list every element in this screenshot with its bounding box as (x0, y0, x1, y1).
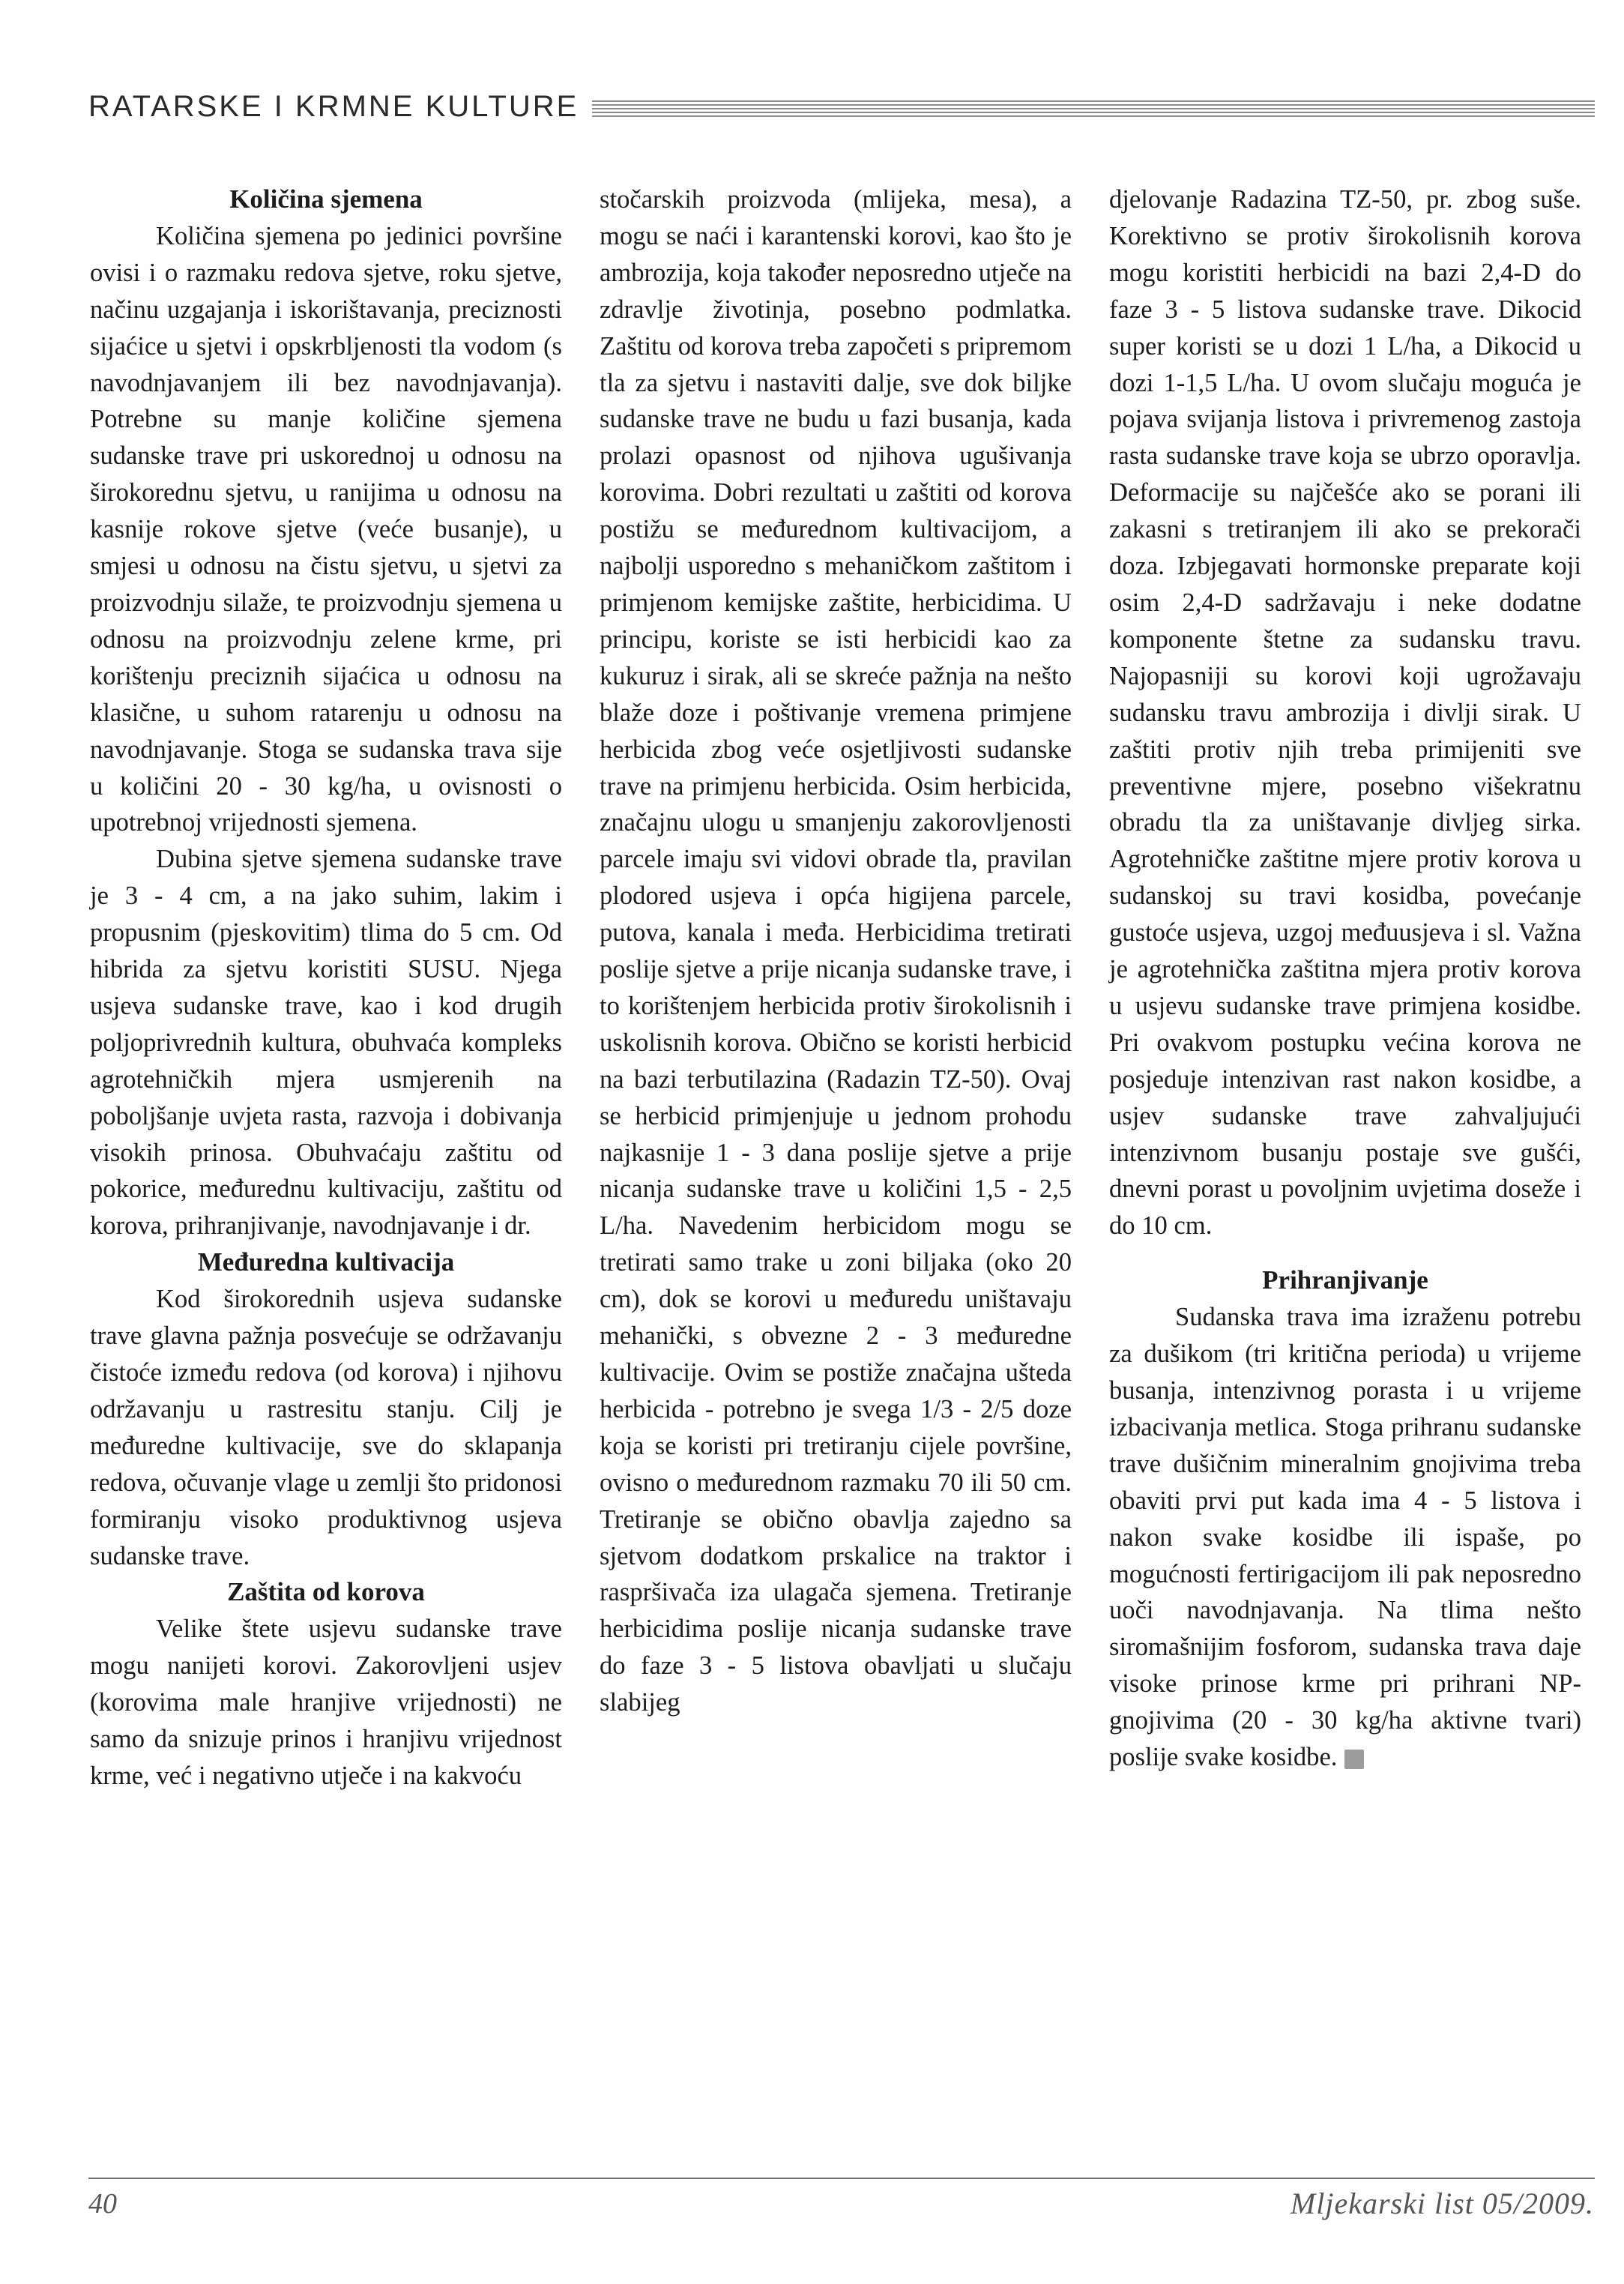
paragraph-col2: stočarskih proizvoda (mlijeka, mesa), a mogu se naći i karantenski korovi, kao što je ambrozija, koja također neposredno utječe na zdravlje životinja, posebno podmlatka. Zaštitu od korova treba započeti s pripremom tla za sjetvu i nastaviti dalje, sve dok biljke sudanske trave ne budu u fazi busanja, kada prolazi opasnost od njihova ugušivanja korovima. Dobri rezultati u zaštiti od korova postižu se međurednom kultivacijom, a najbolji usporedno s mehaničkom zaštitom i primjenom kemijske zaštite, herbicidima. U principu, koriste se isti herbicidi kao za kukuruz i sirak, ali se skreće pažnja na nešto blaže doze i poštivanje vremena primjene herbicida zbog veće osjetljivosti sudanske trave na primjenu herbicida. Osim herbicida, značajnu ulogu u smanjenju zakorovljenosti parcele imaju svi vidovi obrade tla, pravilan plodored usjeva i opća higijena parcele, putova, kanala i međa. Herbicidima tretirati poslije sjetve a prije nicanja sudanske trave, i to korištenjem herbicida protiv širokolisnih i uskolisnih korova. Obično se koristi herbicid na bazi terbutilazina (Radazin TZ-50). Ovaj se herbicid primjenjuje u jednom prohodu najkasnije 1 - 3 dana poslije sjetve a prije nicanja sudanske trave u količini 1,5 - 2,5 L/ha. Navedenim herbicidom mogu se tretirati samo trake u zoni biljaka (oko 20 cm), dok se korovi u međuredu uništavaju mehanički, s obvezne 2 - 3 međuredne kultivacije. Ovim se postiže značajna ušteda herbicida - potrebno je svega 1/3 - 2/5 doze koja se koristi pri tretiranju cijele površine, ovisno o međurednom razmaku 70 ili 50 cm. Tretiranje se obično obavlja zajedno sa sjetvom dodatkom prskalice na traktor i raspršivača iza ulagača sjemena. Tretiranje herbicidima poslije nicanja sudanske trave do faze 3 - 5 listova obavljati u slučaju slabijeg (600, 185, 1072, 1717)
section-title: RATARSKE I KRMNE KULTURE (88, 89, 579, 123)
paragraph-zastita: Velike štete usjevu sudanske trave mogu nanijeti korovi. Zakorovljeni usjev (korovima male hranjive vrijednosti) ne samo da snizuje prinos i hranjivu vrijednost krme, već i negativno utječe i na kakvoću (90, 1615, 562, 1790)
page-header (88, 84, 1595, 129)
heading-zastita-od-korova: Zaštita od korova (227, 1577, 425, 1607)
page-number: 40 (88, 2188, 117, 2220)
paragraph-col3: djelovanje Radazina TZ-50, pr. zbog suše. Korektivno se protiv širokolisnih korova mogu koristiti herbicidi na bazi 2,4-D do faze 3 - 5 listova sudanske trave. Dikocid super koristi se u dozi 1 L/ha, a Dikocid u dozi 1-1,5 L/ha. U ovom slučaju moguća je pojava svijanja listova i privremenog zastoja rasta sudanske trave koja se ubrzo oporavlja. Deformacije su najčešće ako se porani ili zakasni s tretiranjem ili ako se prekorači doza. Izbjegavati hormonske preparate koji osim 2,4-D sadržavaju i neke dodatne komponente štetne za sudansku travu. Najopasniji su korovi koji ugrožavaju sudansku travu ambrozija i divlji sirak. U zaštiti protiv njih treba primijeniti sve preventivne mjere, posebno višekratnu obradu tla za uništavanje divljeg sirka. Agrotehničke zaštitne mjere protiv korova u sudanskoj su travi kosidba, povećanje gustoće usjeva, uzgoj međuusjeva i sl. Važna je agrotehnička zaštitna mjera protiv korova u usjevu sudanske trave primjena kosidbe. Pri ovakvom postupku većina korova ne posjeduje intenzivan rast nakon kosidbe, a usjev sudanske trave zahvaljujući intenzivnom busanju postaje sve gušći, dnevni porast u povoljnim uvjetima doseže i do 10 cm. (1109, 185, 1581, 1241)
heading-prihranjivanje: Prihranjivanje (1262, 1265, 1428, 1295)
heading-meduredna-kultivacija: Međuredna kultivacija (197, 1247, 455, 1277)
column-2 (600, 181, 1072, 1721)
prihranjivanje-text: Sudanska trava ima izraženu potrebu za dušikom (tri kritična perioda) u vrijeme busanja, intenzivnog porasta i u vrijeme izbacivanja metlica. Stoga prihranu sudanske trave dušičnim mineralnim gnojivima treba obaviti prvi put kada ima 4 - 5 listova i nakon svake kosidbe ili ispaše, po mogućnosti fertirigacijom ili pak neposredno uoči navodnjavanja. Na tlima nešto siromašnijim fosforom, sudanska trava daje visoke prinose krme pri prihrani NP-gnojivima (20 - 30 kg/ha aktivne tvari) poslije svake kosidbe. (1109, 1303, 1581, 1772)
footer-rule (88, 2178, 1595, 2179)
column-3 (1109, 181, 1581, 1776)
header-rule (592, 100, 1595, 117)
end-of-article-icon (1344, 1750, 1364, 1769)
column-1 (90, 181, 562, 1795)
paragraph-meduredna: Kod širokorednih usjeva sudanske trave glavna pažnja posvećuje se održavanju čistoće između redova (od korova) i njihovu održavanju u rastresitu stanju. Cilj je međuredne kultivacije, sve do sklapanja redova, očuvanje vlage u zemlji što pridonosi formiranju visoko produktivnog usjeva sudanske trave. (90, 1285, 562, 1570)
paragraph-prihranjivanje (1109, 1299, 1581, 1776)
heading-kolicina-sjemena: Količina sjemena (229, 184, 423, 214)
paragraph-dubina: Dubina sjetve sjemena sudanske trave je 3 - 4 cm, a na jako suhim, lakim i propusnim (pjeskovitim) tlima do 5 cm. Od hibrida za sjetvu koristiti SUSU. Njega usjeva sudanske trave, kao i kod drugih poljoprivrednih kultura, obuhvaća kompleks agrotehničkih mjera usmjerenih na poboljšanje uvjeta rasta, razvoja i dobivanja visokih prinosa. Obuhvaćaju zaštitu od pokorice, međurednu kultivaciju, zaštitu od korova, prihranjivanje, navodnjavanje i dr. (90, 845, 562, 1241)
paragraph-kolicina: Količina sjemena po jedinici površine ovisi i o razmaku redova sjetve, roku sjetve, načinu uzgajanja i iskorištavanja, preciznosti sijaćice u sjetvi i opskrbljenosti tla vodom (s navodnjavanjem ili bez navodnjavanja). Potrebne su manje količine sjemena sudanske trave pri uskorednoj u odnosu na širokorednu sjetvu, u ranijima u odnosu na kasnije rokove sjetve (veće busanje), u smjesi u odnosu na čistu sjetvu, u sjetvi za proizvodnju silaže, te proizvodnju sjemena u odnosu na proizvodnju zelene krme, pri korištenju preciznih sijaćica u odnosu na klasične, u suhom ratarenju u odnosu na navodnjavanje. Stoga se sudanska trava sije u količini 20 - 30 kg/ha, u ovisnosti o upotrebnoj vrijednosti sjemena. (90, 221, 562, 837)
journal-name: Mljekarski list 05/2009. (1290, 2187, 1594, 2220)
